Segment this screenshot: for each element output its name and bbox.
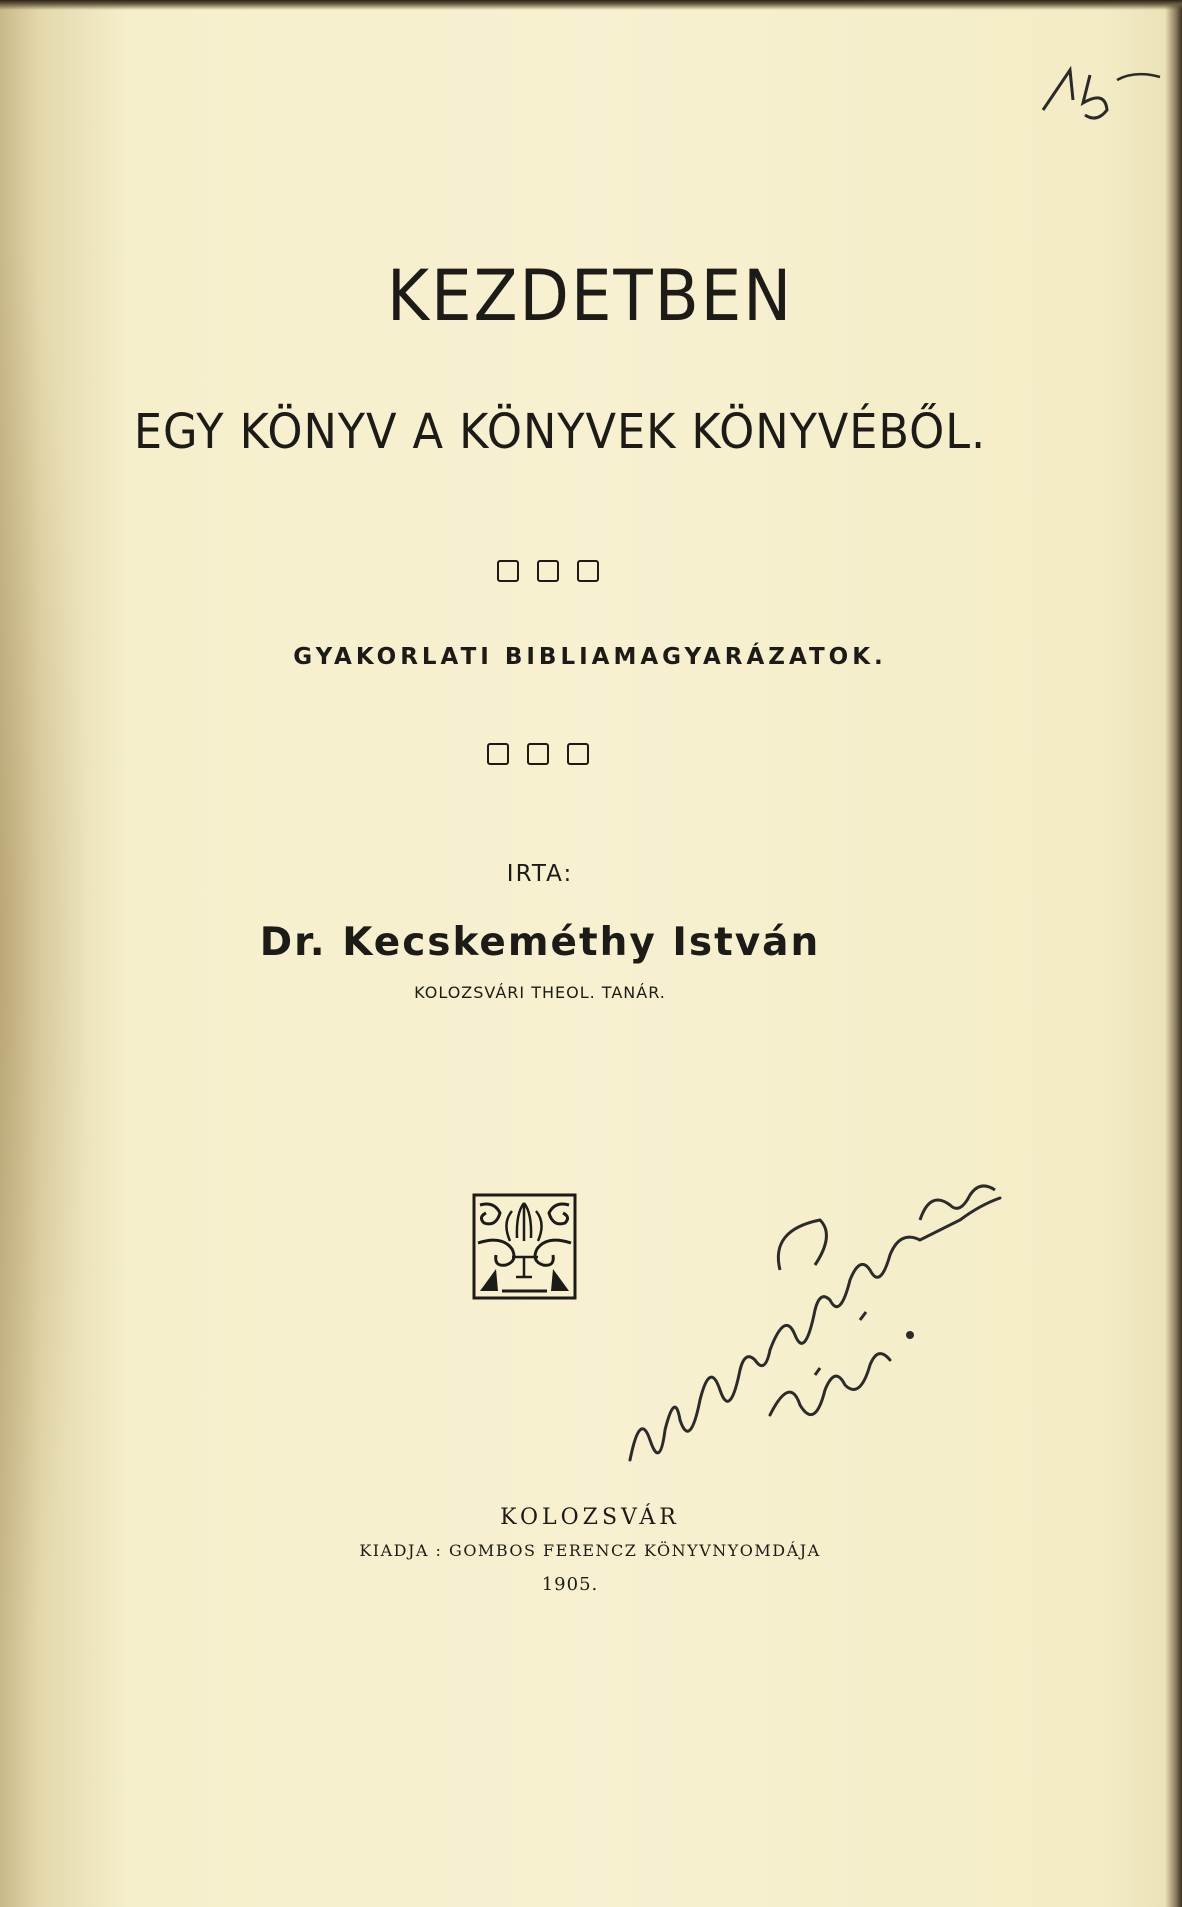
square-ornament: [537, 560, 559, 582]
ornament-squares-top: [497, 560, 599, 582]
handwritten-dedication: [620, 1160, 1010, 1490]
book-subtitle: EGY KÖNYV A KÖNYVEK KÖNYVÉBŐL.: [133, 404, 987, 460]
shelfmark-handwriting: [1035, 55, 1165, 125]
imprint-place: KOLOZSVÁR: [500, 1505, 680, 1530]
book-title: KEZDETBEN: [386, 255, 794, 337]
square-ornament: [497, 560, 519, 582]
square-ornament: [527, 743, 549, 765]
by-label: IRTA:: [506, 861, 574, 887]
square-ornament: [487, 743, 509, 765]
imprint-publisher: KIADJA : GOMBOS FERENCZ KÖNYVNYOMDÁJA: [359, 1541, 821, 1560]
imprint-year: 1905.: [541, 1574, 599, 1595]
square-ornament: [577, 560, 599, 582]
author-position: KOLOZSVÁRI THEOL. TANÁR.: [414, 983, 666, 1002]
publisher-emblem-icon: [472, 1193, 577, 1300]
paper-stain: [0, 200, 90, 1700]
page-top-edge: [0, 0, 1182, 10]
ornament-squares-bottom: [487, 743, 589, 765]
book-subject: GYAKORLATI BIBLIAMAGYARÁZATOK.: [293, 644, 887, 670]
author-name: Dr. Kecskeméthy István: [259, 920, 821, 965]
square-ornament: [567, 743, 589, 765]
